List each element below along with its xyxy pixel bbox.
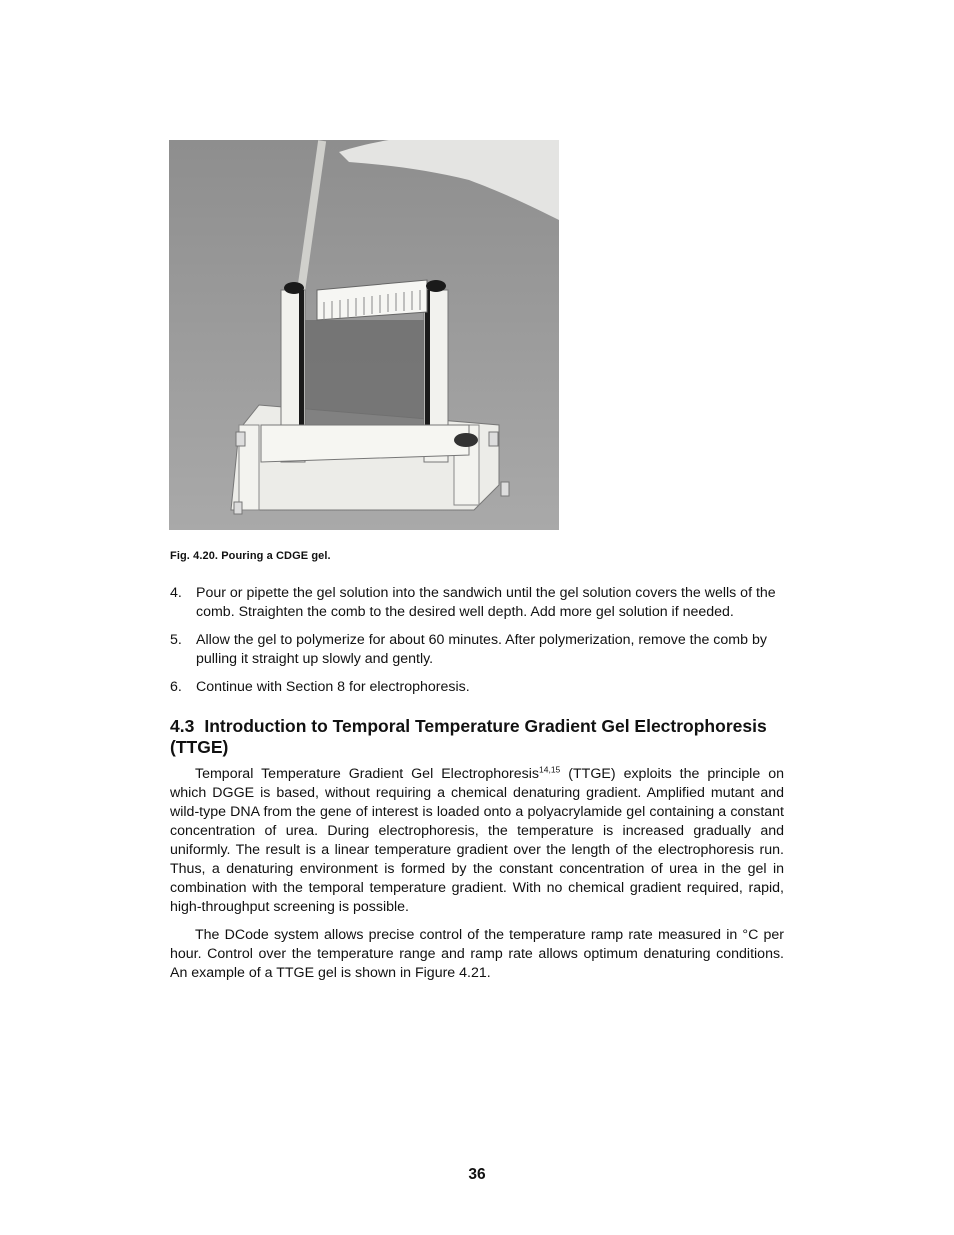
step-text: Pour or pipette the gel solution into the sandwich until the gel solution covers the wells of the comb. Straighten the comb to the desired well depth. Add more gel solution if needed. — [196, 585, 776, 620]
left-knob — [284, 282, 304, 294]
glass-plate — [305, 320, 424, 430]
section-body — [170, 765, 784, 992]
front-crossbar — [261, 425, 469, 462]
right-knob — [426, 280, 446, 292]
section-title: Introduction to Temporal Temperature Gradient Gel Electrophoresis (TTGE) — [170, 716, 767, 757]
step-number: 6. — [170, 679, 182, 695]
figure-caption: Fig. 4.20. Pouring a CDGE gel. — [170, 550, 331, 562]
step-text: Allow the gel to polymerize for about 60 minutes. After polymerization, remove the comb by pulling it straight up slowly and gently. — [196, 632, 767, 667]
step-list — [170, 584, 784, 706]
figure-photo — [169, 140, 559, 530]
step-number: 4. — [170, 585, 182, 601]
paragraph-text: Temporal Temperature Gradient Gel Electrophoresis — [195, 766, 540, 782]
list-item — [170, 678, 784, 697]
section-number: 4.3 — [170, 716, 195, 736]
step-number: 5. — [170, 632, 182, 648]
list-item — [170, 584, 784, 622]
paragraph-dcode: The DCode system allows precise control of the temperature ramp rate measured in °C per hour. Control over the temperature range and ramp rate allows optimum denaturing conditions. An example of a TTGE gel is shown in Figure 4.21. — [170, 927, 784, 981]
level-indicator — [454, 433, 478, 447]
section-heading — [170, 716, 770, 758]
page-number: 36 — [468, 1166, 486, 1183]
paragraph-ttge-intro — [170, 765, 784, 917]
list-item — [170, 631, 784, 669]
paragraph-text: (TTGE) exploits the principle on which DGGE is based, without requiring a chemical denaturing gradient. Amplified mutant and wild-type DNA from the gene of interest is loaded onto a polyacrylamide gel containing a constant concentration of urea. During electrophoresis, the temperature is increased gradually and uniformly. The result is a linear temperature gradient over the length of the electrophoresis run. Thus, a denaturing environment is formed by the constant concentration of urea in the gel in combination with the temporal temperature gradient. With no chemical gradient required, rapid, high-throughput screening is possible. — [170, 766, 785, 915]
gel-casting-photo-illustration — [169, 140, 559, 530]
step-text: Continue with Section 8 for electrophoresis. — [196, 679, 470, 695]
reference-superscript: 14,15 — [539, 764, 561, 775]
